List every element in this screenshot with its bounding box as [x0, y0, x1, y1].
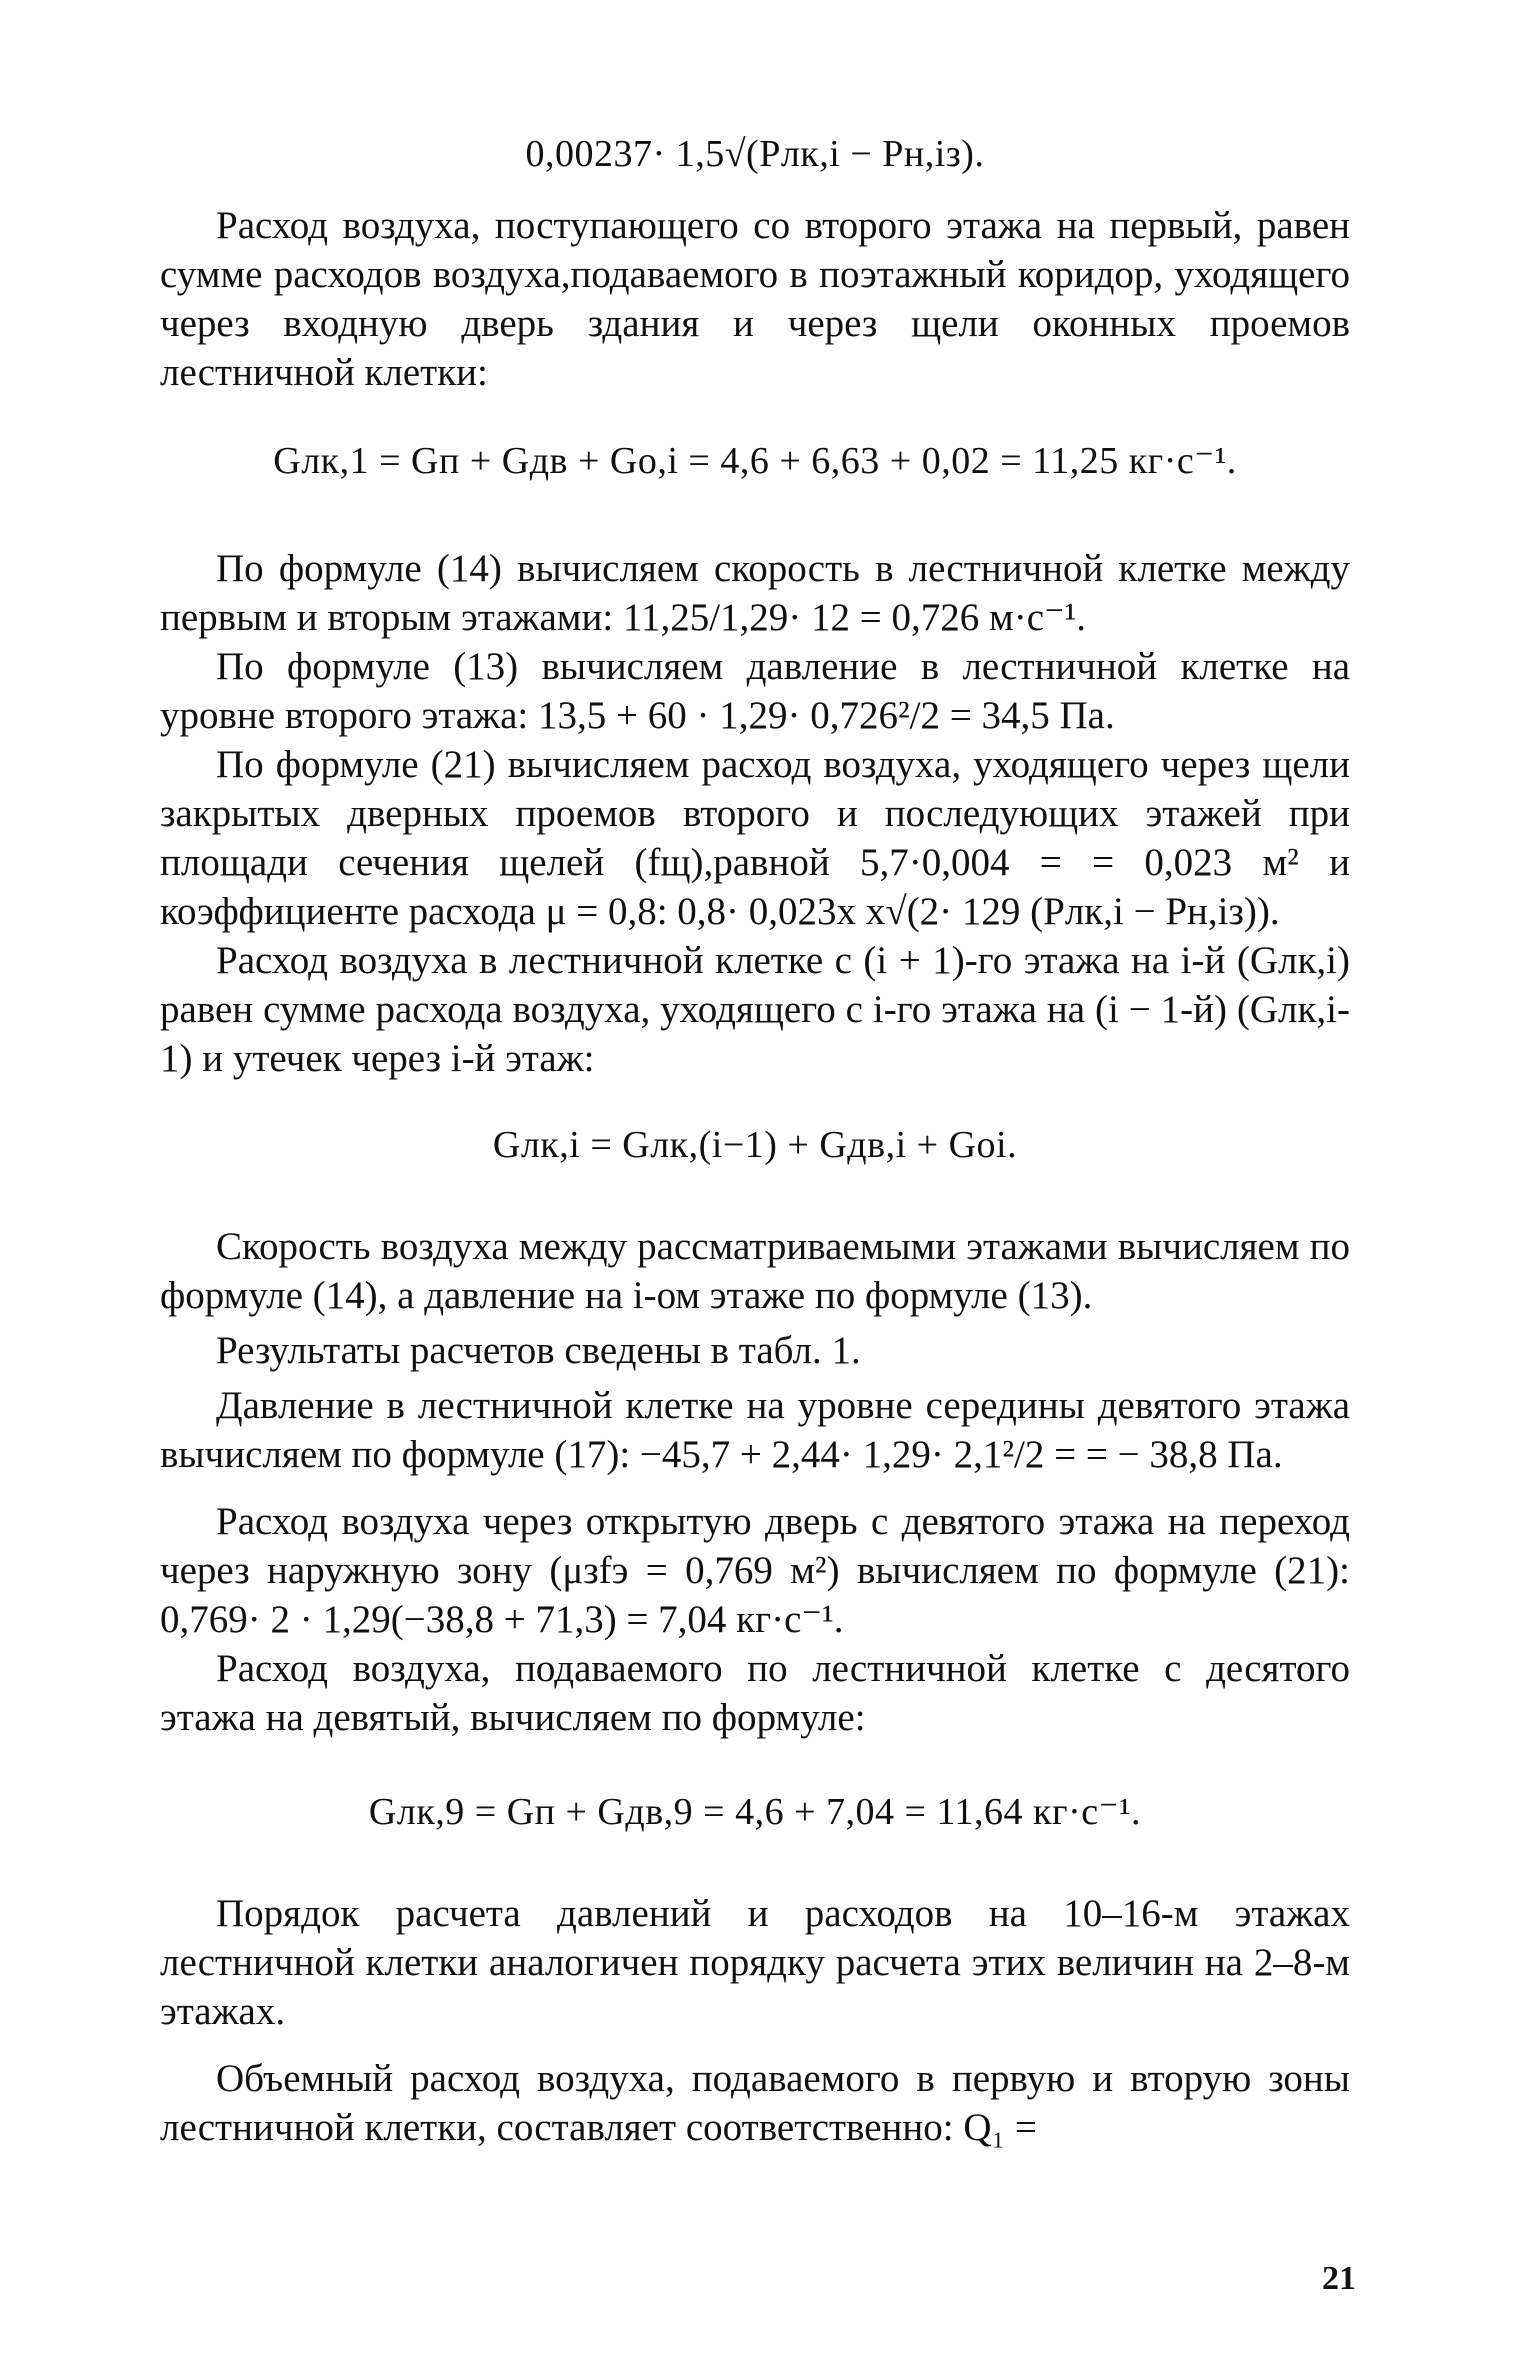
- page-number: 21: [1322, 2260, 1356, 2297]
- formula-3: Gлк,9 = Gп + Gдв,9 = 4,6 + 7,04 = 11,64 кг·с⁻¹.: [368, 1791, 1142, 1833]
- formula-2: Gлк,i = Gлк,(i−1) + Gдв,i + Gоi.: [492, 1124, 1018, 1166]
- paragraph-8: Давление в лестничной клетке на уровне середины девятого этажа вычисляем по формуле (17): −45,7 + 2,44· 1,29· 2,1²/2 = = − 38,8 Па.: [160, 1384, 1350, 1476]
- formula-top: 0,00237· 1,5√(Pлк,i − Pн,iз).: [525, 133, 985, 175]
- paragraph-4: По формуле (21) вычисляем расход воздуха, уходящего через щели закрытых дверных проемов второго и последующих этажей при площади сечения щелей (fщ),равной 5,7·0,004 = = 0,023 м² и коэффициенте расхода μ = 0,8: 0,8· 0,023х х√(2· 129 (Pлк,i − Pн,iз)).: [160, 743, 1350, 933]
- page-body: [160, 130, 1350, 2152]
- paragraph-3: По формуле (13) вычисляем давление в лестничной клетке на уровне второго этажа: 13,5 + 60 · 1,29· 0,726²/2 = 34,5 Па.: [160, 645, 1350, 737]
- paragraph-1: Расход воздуха, поступающего со второго этажа на первый, равен сумме расходов воздуха,подаваемого в поэтажный коридор, уходящего через входную дверь здания и через щели оконных проемов лестничной клетки:: [160, 204, 1350, 394]
- paragraph-10: Расход воздуха, подаваемого по лестничной клетке с десятого этажа на девятый, вычисляем по формуле:: [160, 1647, 1350, 1739]
- formula-1: Gлк,1 = Gп + Gдв + Gо,i = 4,6 + 6,63 + 0,02 = 11,25 кг·с⁻¹.: [273, 440, 1237, 482]
- paragraph-11: Порядок расчета давлений и расходов на 10–16-м этажах лестничной клетки аналогичен порядку расчета этих величин на 2–8-м этажах.: [160, 1892, 1350, 2033]
- paragraph-6: Скорость воздуха между рассматриваемыми этажами вычисляем по формуле (14), а давление на i-ом этаже по формуле (13).: [160, 1225, 1350, 1317]
- paragraph-7: Результаты расчетов сведены в табл. 1.: [216, 1329, 861, 1372]
- paragraph-12: Объемный расход воздуха, подаваемого в первую и вторую зоны лестничной клетки, составляет соответственно: Q₁ =: [160, 2057, 1350, 2149]
- paragraph-9: Расход воздуха через открытую дверь с девятого этажа на переход через наружную зону (μзfэ = 0,769 м²) вычисляем по формуле (21): 0,769· 2 · 1,29(−38,8 + 71,3) = 7,04 кг·с⁻¹.: [160, 1500, 1350, 1641]
- paragraph-2: По формуле (14) вычисляем скорость в лестничной клетке между первым и вторым этажами: 11,25/1,29· 12 = 0,726 м·с⁻¹.: [160, 547, 1350, 639]
- paragraph-5: Расход воздуха в лестничной клетке с (i + 1)-го этажа на i-й (Gлк,i) равен сумме расхода воздуха, уходящего с i-го этажа на (i − 1-й) (Gлк,i-1) и утечек через i-й этаж:: [160, 939, 1350, 1080]
